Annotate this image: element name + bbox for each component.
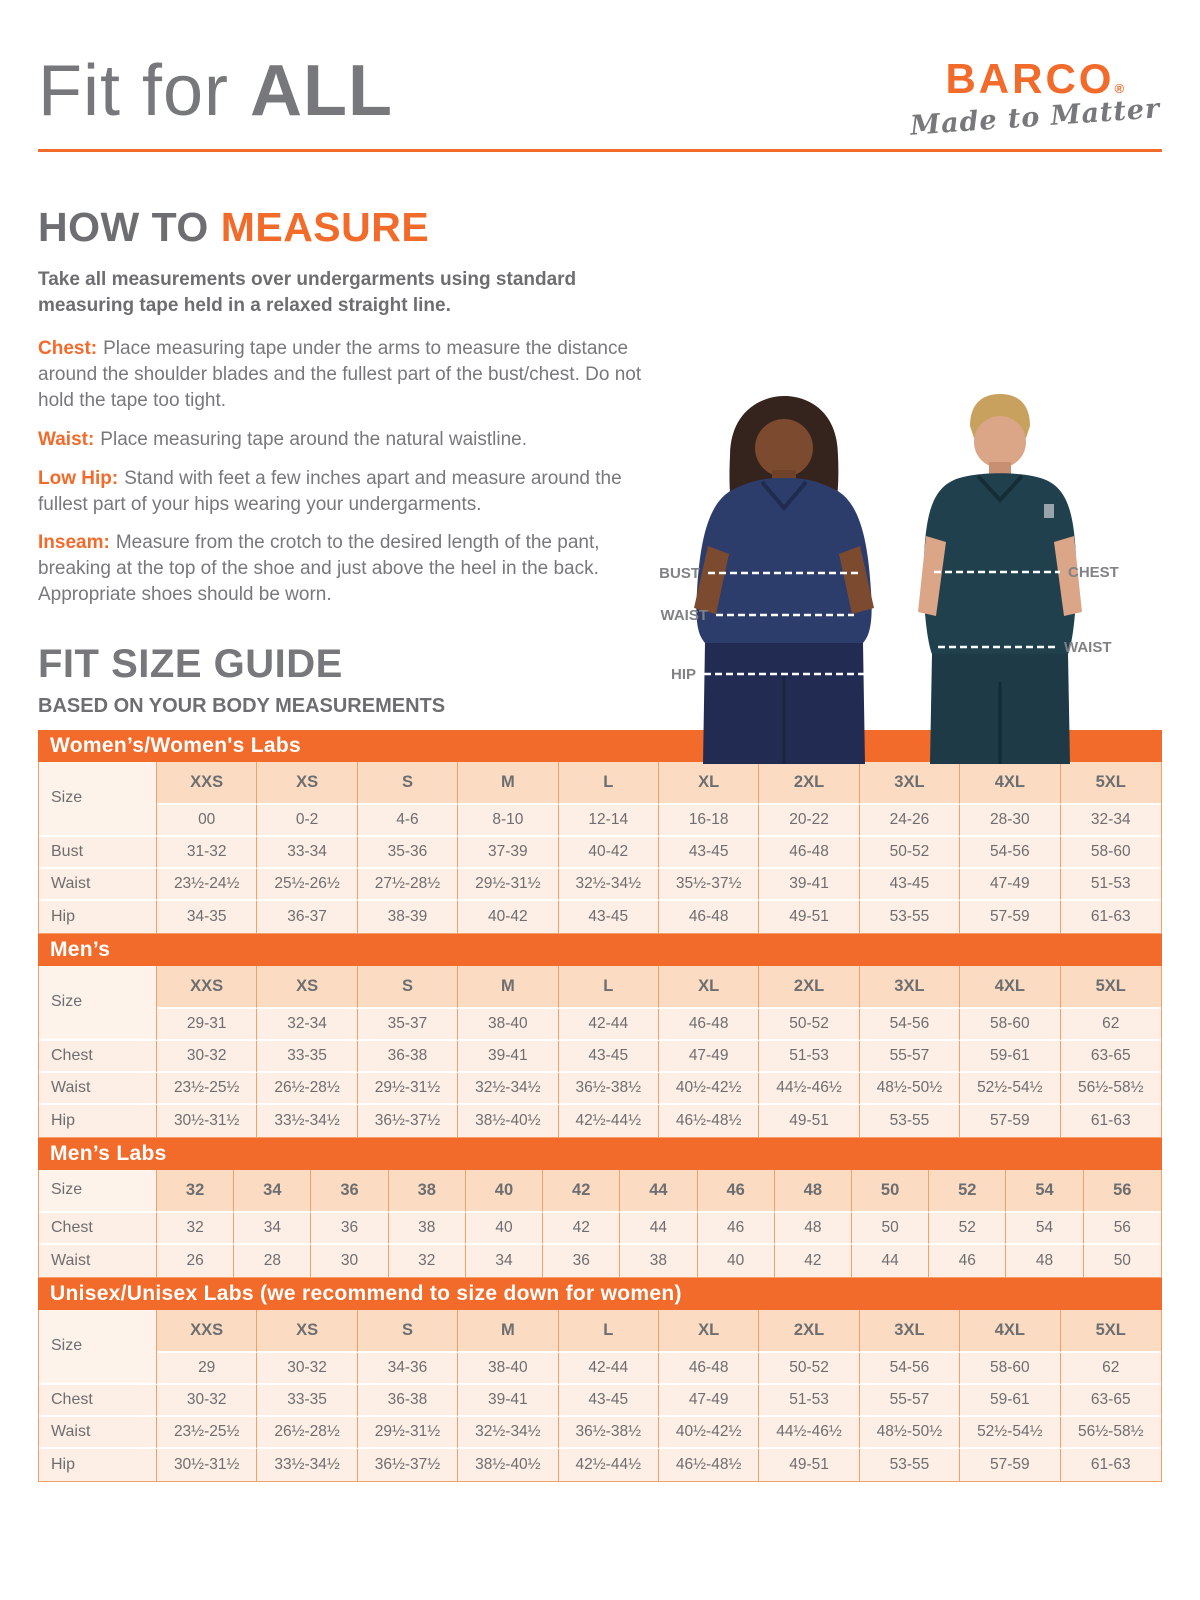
value-cell: 23½-24½ (157, 869, 257, 901)
value-cell: 39-41 (759, 869, 859, 901)
row-label: Hip (39, 1105, 157, 1137)
value-cell: 40 (466, 1213, 543, 1245)
value-cell: 54-56 (960, 837, 1060, 869)
size-header-cell: XS (257, 966, 357, 1009)
size-row-label: Size (39, 966, 157, 1041)
size-header-cell: XL (659, 762, 759, 805)
value-cell: 36-38 (358, 1385, 458, 1417)
table-row (39, 1105, 1161, 1137)
size-header-cell: 5XL (1061, 966, 1161, 1009)
step-chest-label: Chest: (38, 338, 98, 360)
size-header-cell: 42 (543, 1170, 620, 1213)
value-cell: 43-45 (860, 869, 960, 901)
value-cell: 26½-28½ (257, 1073, 357, 1105)
table-row (39, 1385, 1161, 1417)
size-header-cell: 40 (466, 1170, 543, 1213)
value-cell: 30½-31½ (157, 1105, 257, 1137)
value-cell: 46-48 (659, 901, 759, 933)
man-waist-label: WAIST (1064, 639, 1112, 656)
measurement-figure (612, 386, 1164, 766)
value-cell: 35-36 (358, 837, 458, 869)
size-header-cell: XXS (157, 762, 257, 805)
size-header-cell: 50 (852, 1170, 929, 1213)
value-cell: 30-32 (157, 1041, 257, 1073)
size-header-cell: L (559, 966, 659, 1009)
step-waist (38, 427, 646, 453)
size-number-cell: 58-60 (960, 1353, 1060, 1385)
table-banner: Men’s Labs (38, 1138, 1162, 1170)
value-cell: 44 (852, 1245, 929, 1277)
size-number-cell: 38-40 (458, 1009, 558, 1041)
table-banner: Women’s/Women's Labs (38, 730, 1162, 762)
table-body (38, 1310, 1162, 1482)
value-cell: 30 (311, 1245, 388, 1277)
table-row (39, 1417, 1161, 1449)
brand-logo (908, 55, 1161, 142)
value-cell: 43-45 (559, 1385, 659, 1417)
value-cell: 53-55 (860, 901, 960, 933)
value-cell: 42½-44½ (559, 1449, 659, 1481)
woman-figure (694, 396, 874, 764)
size-header-cell: XXS (157, 1310, 257, 1353)
value-cell: 48½-50½ (860, 1073, 960, 1105)
value-cell: 36 (311, 1213, 388, 1245)
value-cell: 61-63 (1061, 1449, 1161, 1481)
size-table (38, 934, 1162, 1138)
size-number-cell: 38-40 (458, 1353, 558, 1385)
value-cell: 56½-58½ (1061, 1417, 1161, 1449)
size-header-cell: XS (257, 1310, 357, 1353)
brand-name (910, 55, 1160, 102)
value-cell: 59-61 (960, 1041, 1060, 1073)
value-cell: 38-39 (358, 901, 458, 933)
value-cell: 52 (929, 1213, 1006, 1245)
size-number-cell: 62 (1061, 1353, 1161, 1385)
value-cell: 35½-37½ (659, 869, 759, 901)
how-to-measure-title-gray: HOW TO (38, 204, 221, 250)
table-banner: Unisex/Unisex Labs (we recommend to size down for women) (38, 1278, 1162, 1310)
brand-tagline: Made to Matter (908, 93, 1161, 142)
value-cell: 30-32 (157, 1385, 257, 1417)
value-cell: 25½-26½ (257, 869, 357, 901)
value-cell: 31-32 (157, 837, 257, 869)
value-cell: 44½-46½ (759, 1073, 859, 1105)
how-to-measure-title (38, 204, 646, 251)
value-cell: 56 (1084, 1213, 1161, 1245)
size-number-cell: 46-48 (659, 1353, 759, 1385)
value-cell: 47-49 (659, 1041, 759, 1073)
size-number-cell: 30-32 (257, 1353, 357, 1385)
step-low-hip (38, 466, 646, 518)
size-header-cell: 46 (698, 1170, 775, 1213)
value-cell: 48 (1006, 1245, 1083, 1277)
value-cell: 33½-34½ (257, 1449, 357, 1481)
table-row (39, 901, 1161, 933)
value-cell: 34 (234, 1213, 311, 1245)
step-inseam (38, 530, 646, 607)
step-inseam-label: Inseam: (38, 532, 110, 554)
size-number-cell: 0-2 (257, 805, 357, 837)
page-title (38, 50, 393, 132)
row-label: Chest (39, 1213, 157, 1245)
size-number-cell: 24-26 (860, 805, 960, 837)
table-row (39, 837, 1161, 869)
value-cell: 38½-40½ (458, 1105, 558, 1137)
page-title-bold: ALL (250, 51, 393, 131)
bust-label: BUST (659, 565, 700, 582)
value-cell: 49-51 (759, 1105, 859, 1137)
size-header-cell: S (358, 966, 458, 1009)
fit-size-guide-subtitle: BASED ON YOUR BODY MEASUREMENTS (38, 694, 446, 717)
value-cell: 36 (543, 1245, 620, 1277)
size-number-cell: 00 (157, 805, 257, 837)
size-number-cell: 42-44 (559, 1353, 659, 1385)
brand-name-text: BARCO (945, 55, 1115, 102)
row-label: Waist (39, 1245, 157, 1277)
value-cell: 63-65 (1061, 1385, 1161, 1417)
value-cell: 33½-34½ (257, 1105, 357, 1137)
step-low-hip-text: Stand with feet a few inches apart and measure around the fullest part of your hips wearing your undergarments. (38, 467, 622, 515)
table-row (39, 1245, 1161, 1277)
man-figure (918, 394, 1082, 764)
value-cell: 36½-37½ (358, 1449, 458, 1481)
value-cell: 56½-58½ (1061, 1073, 1161, 1105)
size-number-cell: 20-22 (759, 805, 859, 837)
value-cell: 36-37 (257, 901, 357, 933)
table-row (39, 1073, 1161, 1105)
value-cell: 36½-37½ (358, 1105, 458, 1137)
value-cell: 33-35 (257, 1385, 357, 1417)
value-cell: 44½-46½ (759, 1417, 859, 1449)
value-cell: 46 (698, 1213, 775, 1245)
table-row (39, 869, 1161, 901)
value-cell: 40 (698, 1245, 775, 1277)
row-label: Hip (39, 1449, 157, 1481)
size-number-cell: 35-37 (358, 1009, 458, 1041)
size-header-cell: 4XL (960, 966, 1060, 1009)
row-label: Hip (39, 901, 157, 933)
size-number-cell: 58-60 (960, 1009, 1060, 1041)
value-cell: 51-53 (759, 1385, 859, 1417)
value-cell: 53-55 (860, 1105, 960, 1137)
page-title-light: Fit for (38, 51, 251, 131)
row-label: Bust (39, 837, 157, 869)
value-cell: 32 (157, 1213, 234, 1245)
value-cell: 40-42 (559, 837, 659, 869)
value-cell: 38 (620, 1245, 697, 1277)
value-cell: 51-53 (759, 1041, 859, 1073)
value-cell: 52½-54½ (960, 1417, 1060, 1449)
step-waist-text: Place measuring tape around the natural waistline. (100, 428, 527, 450)
chest-label: CHEST (1068, 564, 1119, 581)
value-cell: 39-41 (458, 1385, 558, 1417)
size-number-cell: 4-6 (358, 805, 458, 837)
value-cell: 57-59 (960, 1449, 1060, 1481)
size-header-cell: M (458, 762, 558, 805)
table-body (38, 762, 1162, 934)
size-header-cell: 2XL (759, 762, 859, 805)
value-cell: 38½-40½ (458, 1449, 558, 1481)
size-header-cell: L (559, 762, 659, 805)
value-cell: 57-59 (960, 1105, 1060, 1137)
size-header-cell: 3XL (860, 762, 960, 805)
value-cell: 46½-48½ (659, 1105, 759, 1137)
value-cell: 32½-34½ (458, 1073, 558, 1105)
size-table (38, 1138, 1162, 1278)
value-cell: 32½-34½ (559, 869, 659, 901)
size-number-cell: 54-56 (860, 1353, 960, 1385)
size-header-cell: XS (257, 762, 357, 805)
value-cell: 38 (389, 1213, 466, 1245)
size-header-cell: XL (659, 1310, 759, 1353)
size-header-cell: 5XL (1061, 1310, 1161, 1353)
size-number-cell: 29 (157, 1353, 257, 1385)
divider (38, 149, 1162, 152)
value-cell: 63-65 (1061, 1041, 1161, 1073)
size-number-cell: 29-31 (157, 1009, 257, 1041)
size-number-cell: 54-56 (860, 1009, 960, 1041)
value-cell: 33-34 (257, 837, 357, 869)
woman-waist-label: WAIST (660, 607, 708, 624)
value-cell: 49-51 (759, 1449, 859, 1481)
table-banner: Men’s (38, 934, 1162, 966)
step-inseam-text: Measure from the crotch to the desired length of the pant, breaking at the top of the shoe and just above the heel in the back. Appropriate shoes should be worn. (38, 532, 600, 606)
value-cell: 61-63 (1061, 901, 1161, 933)
size-header-cell: 2XL (759, 1310, 859, 1353)
size-header-cell: XXS (157, 966, 257, 1009)
value-cell: 58-60 (1061, 837, 1161, 869)
size-tables (38, 730, 1162, 1482)
value-cell: 39-41 (458, 1041, 558, 1073)
value-cell: 55-57 (860, 1385, 960, 1417)
value-cell: 42 (543, 1213, 620, 1245)
value-cell: 36½-38½ (559, 1417, 659, 1449)
measure-intro: Take all measurements over undergarments using standard measuring tape held in a relaxed straight line. (38, 269, 577, 317)
size-header-cell: 3XL (860, 1310, 960, 1353)
size-row-label: Size (39, 762, 157, 837)
value-cell: 49-51 (759, 901, 859, 933)
value-cell: 47-49 (659, 1385, 759, 1417)
value-cell: 52½-54½ (960, 1073, 1060, 1105)
value-cell: 29½-31½ (358, 1073, 458, 1105)
value-cell: 43-45 (559, 901, 659, 933)
value-cell: 43-45 (559, 1041, 659, 1073)
value-cell: 29½-31½ (458, 869, 558, 901)
value-cell: 57-59 (960, 901, 1060, 933)
value-cell: 40½-42½ (659, 1417, 759, 1449)
value-cell: 46-48 (759, 837, 859, 869)
hip-label: HIP (670, 666, 696, 683)
value-cell: 27½-28½ (358, 869, 458, 901)
size-number-cell: 50-52 (759, 1009, 859, 1041)
value-cell: 32 (389, 1245, 466, 1277)
value-cell: 40-42 (458, 901, 558, 933)
value-cell: 50 (1084, 1245, 1161, 1277)
size-header-cell: 52 (929, 1170, 1006, 1213)
value-cell: 42½-44½ (559, 1105, 659, 1137)
size-number-cell: 12-14 (559, 805, 659, 837)
value-cell: 34 (466, 1245, 543, 1277)
table-row (39, 1041, 1161, 1073)
header (0, 0, 1200, 142)
size-number-cell: 8-10 (458, 805, 558, 837)
size-header-cell: M (458, 966, 558, 1009)
content (0, 204, 1200, 718)
value-cell: 53-55 (860, 1449, 960, 1481)
value-cell: 23½-25½ (157, 1417, 257, 1449)
value-cell: 59-61 (960, 1385, 1060, 1417)
value-cell: 42 (775, 1245, 852, 1277)
fit-size-guide-title: FIT SIZE GUIDE (38, 641, 343, 686)
value-cell: 40½-42½ (659, 1073, 759, 1105)
size-header-cell: 4XL (960, 762, 1060, 805)
size-header-cell: 2XL (759, 966, 859, 1009)
size-header-cell: 54 (1006, 1170, 1083, 1213)
size-header-cell: 4XL (960, 1310, 1060, 1353)
size-header-cell: 38 (389, 1170, 466, 1213)
value-cell: 47-49 (960, 869, 1060, 901)
size-number-cell: 42-44 (559, 1009, 659, 1041)
size-number-cell: 46-48 (659, 1009, 759, 1041)
value-cell: 37-39 (458, 837, 558, 869)
size-header-cell: 34 (234, 1170, 311, 1213)
size-header-cell: 3XL (860, 966, 960, 1009)
row-label: Chest (39, 1041, 157, 1073)
how-to-measure-title-orange: MEASURE (220, 204, 430, 250)
table-body (38, 1170, 1162, 1278)
value-cell: 48½-50½ (860, 1417, 960, 1449)
value-cell: 29½-31½ (358, 1417, 458, 1449)
value-cell: 26 (157, 1245, 234, 1277)
row-label: Chest (39, 1385, 157, 1417)
size-number-cell: 50-52 (759, 1353, 859, 1385)
value-cell: 28 (234, 1245, 311, 1277)
row-label: Waist (39, 1073, 157, 1105)
size-header-cell: S (358, 1310, 458, 1353)
step-chest (38, 336, 646, 413)
value-cell: 50 (852, 1213, 929, 1245)
size-number-cell: 32-34 (257, 1009, 357, 1041)
value-cell: 55-57 (860, 1041, 960, 1073)
size-header-cell: 48 (775, 1170, 852, 1213)
size-header-cell: 32 (157, 1170, 234, 1213)
value-cell: 54 (1006, 1213, 1083, 1245)
size-number-cell: 28-30 (960, 805, 1060, 837)
value-cell: 51-53 (1061, 869, 1161, 901)
size-header-cell: 5XL (1061, 762, 1161, 805)
step-waist-label: Waist: (38, 428, 95, 450)
step-low-hip-label: Low Hip: (38, 467, 119, 489)
size-row-label: Size (39, 1310, 157, 1385)
how-to-measure-section (38, 204, 646, 718)
registered-mark-icon: ® (1114, 81, 1125, 96)
size-header-cell: XL (659, 966, 759, 1009)
step-chest-text: Place measuring tape under the arms to measure the distance around the shoulder blades and the fullest part of the bust/chest. Do not hold the tape too tight. (38, 338, 642, 412)
value-cell: 23½-25½ (157, 1073, 257, 1105)
size-header-cell: 36 (311, 1170, 388, 1213)
value-cell: 46 (929, 1245, 1006, 1277)
size-number-cell: 16-18 (659, 805, 759, 837)
table-body (38, 966, 1162, 1138)
value-cell: 43-45 (659, 837, 759, 869)
value-cell: 26½-28½ (257, 1417, 357, 1449)
table-row (39, 1213, 1161, 1245)
size-number-cell: 62 (1061, 1009, 1161, 1041)
size-header-cell: M (458, 1310, 558, 1353)
value-cell: 44 (620, 1213, 697, 1245)
value-cell: 48 (775, 1213, 852, 1245)
size-header-cell: L (559, 1310, 659, 1353)
size-header-cell: S (358, 762, 458, 805)
value-cell: 34-35 (157, 901, 257, 933)
table-row (39, 1449, 1161, 1481)
value-cell: 50-52 (860, 837, 960, 869)
value-cell: 61-63 (1061, 1105, 1161, 1137)
size-row-label: Size (39, 1170, 157, 1213)
value-cell: 46½-48½ (659, 1449, 759, 1481)
measurement-figure-svg (612, 386, 1164, 766)
size-number-cell: 34-36 (358, 1353, 458, 1385)
size-number-cell: 32-34 (1061, 805, 1161, 837)
value-cell: 36½-38½ (559, 1073, 659, 1105)
value-cell: 36-38 (358, 1041, 458, 1073)
value-cell: 32½-34½ (458, 1417, 558, 1449)
row-label: Waist (39, 869, 157, 901)
size-header-cell: 44 (620, 1170, 697, 1213)
value-cell: 30½-31½ (157, 1449, 257, 1481)
row-label: Waist (39, 1417, 157, 1449)
size-header-cell: 56 (1084, 1170, 1161, 1213)
value-cell: 33-35 (257, 1041, 357, 1073)
size-table (38, 1278, 1162, 1482)
